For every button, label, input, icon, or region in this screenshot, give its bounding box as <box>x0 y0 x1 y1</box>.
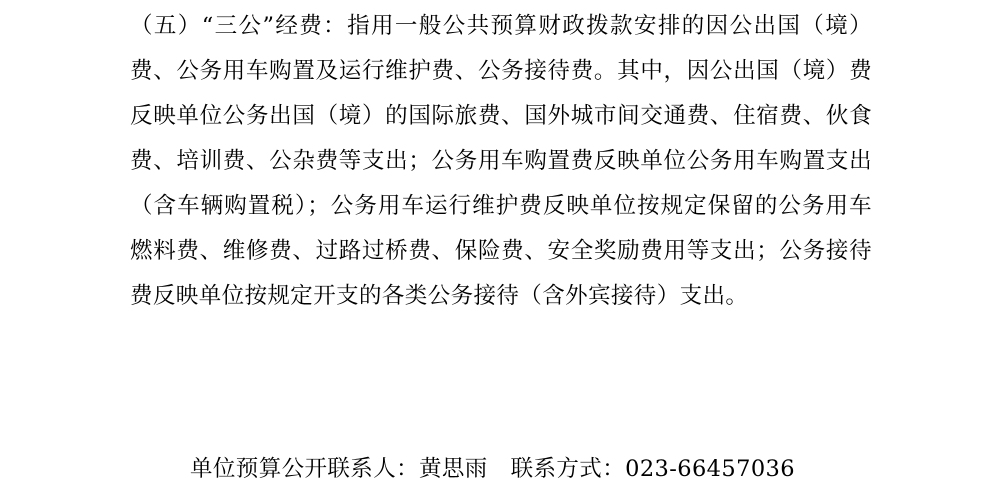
body-text-block <box>130 4 872 319</box>
contact-block <box>130 448 872 490</box>
budget-disclosure-contact-line: 单位预算公开联系人：黄思雨 联系方式：023-66457036 <box>190 456 795 482</box>
paragraph-three-public-funds: （五）“三公”经费：指用一般公共预算财政拨款安排的因公出国（境）费、公务用车购置及运行维护费、公务接待费。其中，因公出国（境）费反映单位公务出国（境）的国际旅费、国外城市间交通费、住宿费、伙食费、培训费、公杂费等支出；公务用车购置费反映单位公务用车购置支出（含车辆购置税）；公务用车运行维护费反映单位按规定保留的公务用车燃料费、维修费、过路过桥费、保险费、安全奖励费用等支出；公务接待费反映单位按规定开支的各类公务接待（含外宾接待）支出。 <box>130 13 872 309</box>
